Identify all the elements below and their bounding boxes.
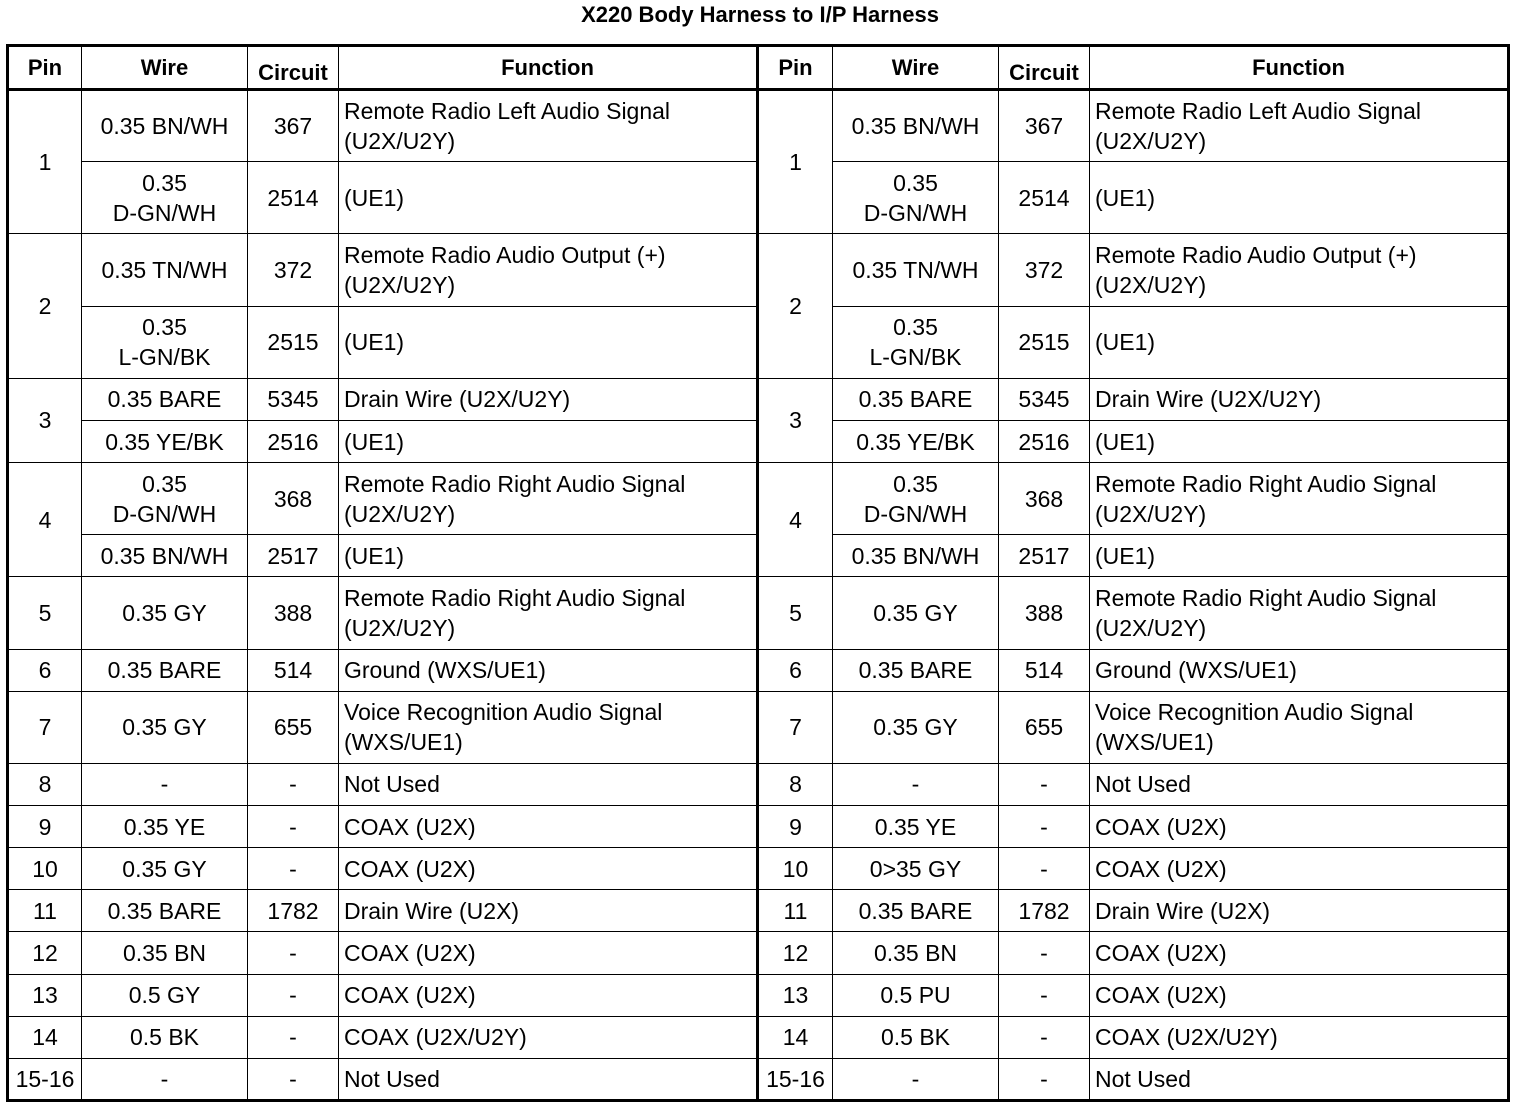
- wire-cell: 0.35 BN/WH: [82, 90, 248, 162]
- function-cell: Not Used: [339, 1058, 758, 1100]
- wire-cell: 0.35 BN/WH: [833, 535, 999, 577]
- wire-cell: 0.35 YE/BK: [82, 420, 248, 462]
- pin-cell: 1: [758, 90, 833, 234]
- circuit-cell: 5345: [248, 378, 339, 420]
- pin-cell: 9: [8, 806, 82, 848]
- pin-cell: 2: [758, 234, 833, 378]
- function-cell: Remote Radio Right Audio Signal (U2X/U2Y): [339, 463, 758, 535]
- function-cell: Remote Radio Audio Output (+) (U2X/U2Y): [1090, 234, 1509, 306]
- function-cell: COAX (U2X): [339, 974, 758, 1016]
- page-title: X220 Body Harness to I/P Harness: [581, 2, 939, 27]
- function-cell: COAX (U2X): [1090, 932, 1509, 974]
- function-cell: Remote Radio Right Audio Signal (U2X/U2Y): [1090, 577, 1509, 649]
- function-cell: Voice Recognition Audio Signal (WXS/UE1): [1090, 691, 1509, 763]
- pin-cell: 15-16: [758, 1058, 833, 1100]
- function-cell: Drain Wire (U2X): [339, 890, 758, 932]
- wire-cell: 0.35 BN/WH: [833, 90, 999, 162]
- pin-cell: 5: [8, 577, 82, 649]
- function-cell: COAX (U2X): [339, 806, 758, 848]
- wire-cell: -: [833, 763, 999, 805]
- pin-cell: 7: [8, 691, 82, 763]
- table-row: [8, 974, 1509, 1016]
- wire-cell: 0.5 BK: [82, 1016, 248, 1058]
- wire-cell: 0.35 TN/WH: [82, 234, 248, 306]
- function-cell: Not Used: [1090, 1058, 1509, 1100]
- function-cell: COAX (U2X/U2Y): [339, 1016, 758, 1058]
- header-pin: Pin: [8, 46, 82, 90]
- table-row: [8, 1016, 1509, 1058]
- wire-cell: 0.35 BARE: [833, 378, 999, 420]
- function-cell: COAX (U2X): [1090, 806, 1509, 848]
- connector-table: [6, 44, 1510, 1102]
- pin-cell: 9: [758, 806, 833, 848]
- wire-cell: 0.35 GY: [82, 848, 248, 890]
- circuit-cell: 1782: [248, 890, 339, 932]
- circuit-cell: -: [999, 1016, 1090, 1058]
- circuit-cell: -: [248, 974, 339, 1016]
- circuit-cell: -: [248, 1016, 339, 1058]
- header-function: Function: [339, 46, 758, 90]
- function-cell: (UE1): [1090, 420, 1509, 462]
- function-cell: (UE1): [1090, 535, 1509, 577]
- circuit-cell: -: [999, 974, 1090, 1016]
- wire-cell: 0.35 TN/WH: [833, 234, 999, 306]
- circuit-cell: -: [248, 932, 339, 974]
- circuit-cell: 388: [248, 577, 339, 649]
- wire-cell: 0.35 D-GN/WH: [82, 162, 248, 234]
- wire-cell: 0.35 YE: [833, 806, 999, 848]
- pin-cell: 10: [758, 848, 833, 890]
- wire-cell: -: [82, 763, 248, 805]
- wire-cell: 0.35 D-GN/WH: [833, 162, 999, 234]
- wire-cell: 0.35 BARE: [82, 649, 248, 691]
- header-circuit: Circuit: [999, 46, 1090, 90]
- wire-cell: 0.35 GY: [833, 691, 999, 763]
- table-row: [8, 1058, 1509, 1100]
- circuit-cell: -: [999, 932, 1090, 974]
- header-circuit: Circuit: [248, 46, 339, 90]
- function-cell: Remote Radio Left Audio Signal (U2X/U2Y): [1090, 90, 1509, 162]
- function-cell: Not Used: [1090, 763, 1509, 805]
- header-row: [8, 46, 1509, 90]
- function-cell: (UE1): [339, 162, 758, 234]
- circuit-cell: -: [248, 848, 339, 890]
- function-cell: (UE1): [1090, 306, 1509, 378]
- wire-cell: 0.35 BARE: [82, 378, 248, 420]
- circuit-cell: 514: [999, 649, 1090, 691]
- circuit-cell: 388: [999, 577, 1090, 649]
- circuit-cell: 368: [999, 463, 1090, 535]
- circuit-cell: 1782: [999, 890, 1090, 932]
- table-row: [8, 932, 1509, 974]
- circuit-cell: 655: [999, 691, 1090, 763]
- table-row: [8, 806, 1509, 848]
- pin-cell: 4: [8, 463, 82, 577]
- function-cell: COAX (U2X): [1090, 974, 1509, 1016]
- circuit-cell: -: [999, 848, 1090, 890]
- function-cell: Drain Wire (U2X): [1090, 890, 1509, 932]
- function-cell: (UE1): [339, 420, 758, 462]
- pin-cell: 10: [8, 848, 82, 890]
- circuit-cell: -: [999, 806, 1090, 848]
- wire-cell: 0.35 GY: [833, 577, 999, 649]
- function-cell: (UE1): [339, 306, 758, 378]
- function-cell: Ground (WXS/UE1): [1090, 649, 1509, 691]
- circuit-cell: 655: [248, 691, 339, 763]
- table-row: [8, 90, 1509, 162]
- wire-cell: 0.5 BK: [833, 1016, 999, 1058]
- circuit-cell: 2517: [248, 535, 339, 577]
- function-cell: (UE1): [339, 535, 758, 577]
- circuit-cell: 368: [248, 463, 339, 535]
- circuit-cell: 2515: [248, 306, 339, 378]
- function-cell: COAX (U2X/U2Y): [1090, 1016, 1509, 1058]
- wire-cell: -: [833, 1058, 999, 1100]
- table-row: [8, 577, 1509, 649]
- function-cell: COAX (U2X): [339, 848, 758, 890]
- wire-cell: 0.35 YE/BK: [833, 420, 999, 462]
- pin-cell: 6: [8, 649, 82, 691]
- wire-cell: 0.35 BN: [833, 932, 999, 974]
- circuit-cell: 2516: [248, 420, 339, 462]
- table-row: [8, 234, 1509, 306]
- wire-cell: 0.35 BARE: [833, 649, 999, 691]
- pin-cell: 4: [758, 463, 833, 577]
- header-wire: Wire: [833, 46, 999, 90]
- circuit-cell: 2515: [999, 306, 1090, 378]
- circuit-cell: 2517: [999, 535, 1090, 577]
- table-row: [8, 378, 1509, 420]
- circuit-cell: -: [999, 763, 1090, 805]
- circuit-cell: -: [999, 1058, 1090, 1100]
- function-cell: Ground (WXS/UE1): [339, 649, 758, 691]
- table-row: [8, 649, 1509, 691]
- pin-cell: 12: [758, 932, 833, 974]
- circuit-cell: 2514: [999, 162, 1090, 234]
- function-cell: COAX (U2X): [1090, 848, 1509, 890]
- pin-cell: 8: [8, 763, 82, 805]
- pin-cell: 3: [758, 378, 833, 462]
- circuit-cell: 5345: [999, 378, 1090, 420]
- circuit-cell: -: [248, 763, 339, 805]
- circuit-cell: 367: [999, 90, 1090, 162]
- pin-cell: 11: [758, 890, 833, 932]
- pin-cell: 2: [8, 234, 82, 378]
- wire-cell: 0.35 BARE: [833, 890, 999, 932]
- function-cell: Not Used: [339, 763, 758, 805]
- table-row: [8, 691, 1509, 763]
- wire-cell: 0.35 GY: [82, 577, 248, 649]
- pin-cell: 8: [758, 763, 833, 805]
- function-cell: Remote Radio Audio Output (+) (U2X/U2Y): [339, 234, 758, 306]
- wire-cell: 0.35 L-GN/BK: [82, 306, 248, 378]
- function-cell: Remote Radio Right Audio Signal (U2X/U2Y): [1090, 463, 1509, 535]
- circuit-cell: 372: [999, 234, 1090, 306]
- circuit-cell: 2514: [248, 162, 339, 234]
- table-row: [8, 463, 1509, 535]
- function-cell: Drain Wire (U2X/U2Y): [339, 378, 758, 420]
- pin-cell: 1: [8, 90, 82, 234]
- circuit-cell: 514: [248, 649, 339, 691]
- wire-cell: 0.5 GY: [82, 974, 248, 1016]
- function-cell: Voice Recognition Audio Signal (WXS/UE1): [339, 691, 758, 763]
- function-cell: Drain Wire (U2X/U2Y): [1090, 378, 1509, 420]
- header-wire: Wire: [82, 46, 248, 90]
- function-cell: Remote Radio Right Audio Signal (U2X/U2Y): [339, 577, 758, 649]
- pin-cell: 11: [8, 890, 82, 932]
- header-pin: Pin: [758, 46, 833, 90]
- wire-cell: 0.35 L-GN/BK: [833, 306, 999, 378]
- table-row: [8, 890, 1509, 932]
- circuit-cell: 367: [248, 90, 339, 162]
- circuit-cell: -: [248, 1058, 339, 1100]
- wire-cell: 0.35 BARE: [82, 890, 248, 932]
- function-cell: Remote Radio Left Audio Signal (U2X/U2Y): [339, 90, 758, 162]
- wire-cell: 0.35 D-GN/WH: [82, 463, 248, 535]
- pin-cell: 14: [8, 1016, 82, 1058]
- wire-cell: 0.35 BN: [82, 932, 248, 974]
- pin-cell: 6: [758, 649, 833, 691]
- pin-cell: 12: [8, 932, 82, 974]
- table-row: [8, 763, 1509, 805]
- pin-cell: 7: [758, 691, 833, 763]
- circuit-cell: 2516: [999, 420, 1090, 462]
- pin-cell: 13: [8, 974, 82, 1016]
- pin-cell: 3: [8, 378, 82, 462]
- pin-cell: 15-16: [8, 1058, 82, 1100]
- circuit-cell: -: [248, 806, 339, 848]
- wire-cell: 0.35 D-GN/WH: [833, 463, 999, 535]
- wire-cell: 0>35 GY: [833, 848, 999, 890]
- wire-cell: 0.5 PU: [833, 974, 999, 1016]
- header-function: Function: [1090, 46, 1509, 90]
- wire-cell: 0.35 BN/WH: [82, 535, 248, 577]
- function-cell: COAX (U2X): [339, 932, 758, 974]
- pin-cell: 5: [758, 577, 833, 649]
- wire-cell: -: [82, 1058, 248, 1100]
- pin-cell: 13: [758, 974, 833, 1016]
- circuit-cell: 372: [248, 234, 339, 306]
- wire-cell: 0.35 YE: [82, 806, 248, 848]
- function-cell: (UE1): [1090, 162, 1509, 234]
- wire-cell: 0.35 GY: [82, 691, 248, 763]
- table-row: [8, 848, 1509, 890]
- pin-cell: 14: [758, 1016, 833, 1058]
